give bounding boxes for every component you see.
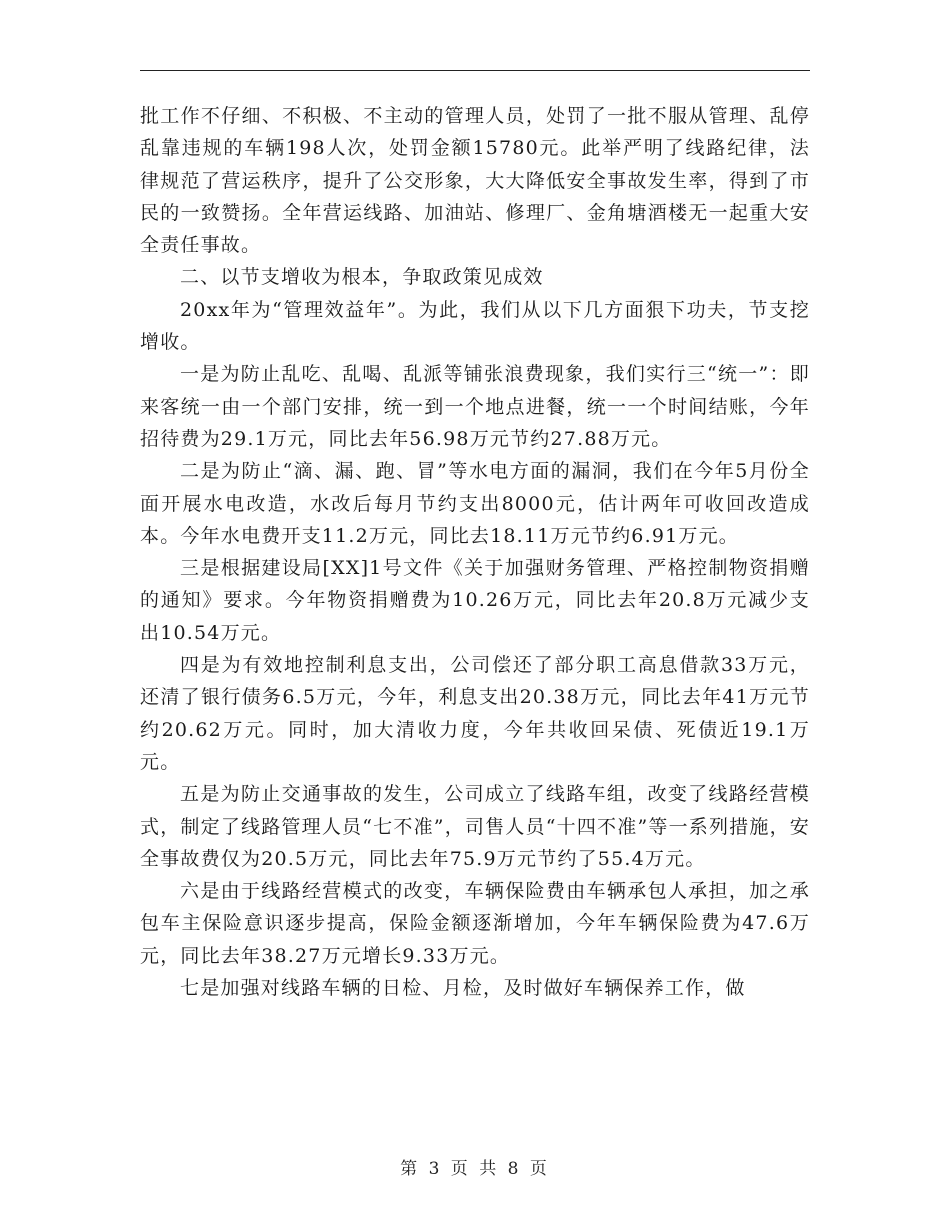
paragraph: 批工作不仔细、不积极、不主动的管理人员，处罚了一批不服从管理、乱停乱靠违规的车辆198人次，处罚金额15780元。此举严明了线路纪律，法律规范了营运秩序，提升了公交形象，大大降低安全事故发生率，得到了市民的一致赞扬。全年营运线路、加油站、修理厂、金角塘酒楼无一起重大安全责任事故。 bbox=[140, 105, 810, 257]
document-body bbox=[140, 100, 810, 1004]
paragraph: 二是为防止“滴、漏、跑、冒”等水电方面的漏洞，我们在今年5月份全面开展水电改造，水改后每月节约支出8000元，估计两年可收回改造成本。今年水电费开支11.2万元，同比去18.11万元节约6.91万元。 bbox=[140, 460, 810, 547]
paragraph: 五是为防止交通事故的发生，公司成立了线路车组，改变了线路经营模式，制定了线路管理人员“七不准”，司售人员“十四不准”等一系列措施，安全事故费仅为20.5万元，同比去年75.9万元节约了55.4万元。 bbox=[140, 783, 810, 870]
header-rule bbox=[140, 70, 810, 71]
paragraph: 四是为有效地控制利息支出，公司偿还了部分职工高息借款33万元，还清了银行债务6.5万元，今年，利息支出20.38万元，同比去年41万元节约20.62万元。同时，加大清收力度，今年共收回呆债、死债近19.1万元。 bbox=[140, 654, 810, 773]
page-number-footer: 第 3 页 共 8 页 bbox=[400, 1159, 550, 1179]
paragraph: 20xx年为“管理效益年”。为此，我们从以下几方面狠下功夫，节支挖增收。 bbox=[140, 298, 810, 354]
paragraph: 六是由于线路经营模式的改变，车辆保险费由车辆承包人承担，加之承包车主保险意识逐步提高，保险金额逐渐增加，今年车辆保险费为47.6万元，同比去年38.27万元增长9.33万元。 bbox=[140, 880, 810, 967]
paragraph: 七是加强对线路车辆的日检、月检，及时做好车辆保养工作，做 bbox=[180, 977, 746, 1000]
paragraph: 三是根据建设局[XX]1号文件《关于加强财务管理、严格控制物资捐赠的通知》要求。今年物资捐赠费为10.26万元，同比去年20.8万元减少支出10.54万元。 bbox=[140, 557, 810, 644]
paragraph: 一是为防止乱吃、乱喝、乱派等铺张浪费现象，我们实行三“统一”：即来客统一由一个部门安排，统一到一个地点进餐，统一一个时间结账，今年招待费为29.1万元，同比去年56.98万元节约27.88万元。 bbox=[140, 363, 810, 450]
section-heading: 二、以节支增收为根本，争取政策见成效 bbox=[180, 266, 544, 289]
